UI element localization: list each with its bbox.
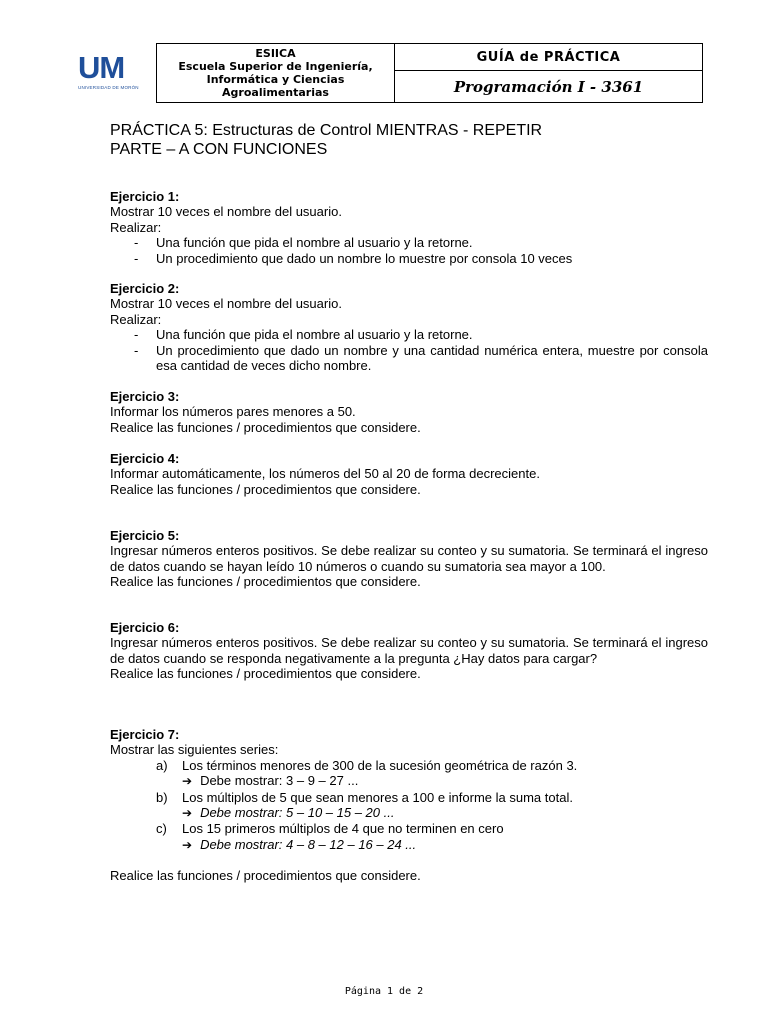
exercise-footer: Realice las funciones / procedimientos que considere.: [110, 666, 421, 682]
guide-title: GUÍA de PRÁCTICA: [395, 44, 703, 71]
series-text: Los términos menores de 300 de la sucesión geométrica de razón 3.: [182, 757, 578, 773]
exercise-3: [110, 389, 708, 435]
series-example-text: Debe mostrar: 4 – 8 – 12 – 16 – 24 ...: [200, 836, 417, 852]
list-item: - Una función que pida el nombre al usuario y la retorne.: [110, 235, 708, 250]
arrow-icon: ➔: [182, 837, 193, 852]
list-item: - Un procedimiento que dado un nombre lo muestre por consola 10 veces: [110, 251, 708, 266]
exercise-4: [110, 451, 708, 497]
series-item: [110, 821, 708, 836]
exercise-text: Ingresar números enteros positivos. Se debe realizar su conteo y su sumatoria. Se terminará el ingreso de datos cuando se responda negativamente a la pregunta ¿Hay datos para cargar?: [110, 635, 708, 666]
exercise-footer: Realice las funciones / procedimientos que considere.: [110, 419, 421, 435]
spacer: [110, 853, 708, 868]
school-line: Informática y Ciencias: [206, 73, 345, 86]
title-line-2: PARTE – A CON FUNCIONES: [110, 141, 328, 158]
exercise-heading: Ejercicio 1:: [110, 189, 180, 204]
exercise-intro: Realizar:: [110, 311, 162, 327]
exercise-footer: Realice las funciones / procedimientos que considere.: [110, 481, 421, 497]
university-logo: [78, 52, 142, 94]
exercise-7: [110, 727, 708, 884]
series-letter: a): [156, 757, 168, 773]
school-line: Agroalimentarias: [222, 86, 329, 99]
series-example-text: Debe mostrar: 5 – 10 – 15 – 20 ...: [200, 805, 395, 821]
series-example: [110, 773, 708, 789]
exercise-footer: Realice las funciones / procedimientos que considere.: [110, 868, 421, 884]
exercise-heading: Ejercicio 4:: [110, 451, 180, 466]
practice-title: [110, 121, 542, 159]
exercise-text: Ingresar números enteros positivos. Se debe realizar su conteo y su sumatoria. Se terminará el ingreso de datos cuando se hayan leído 10 números o cuando su sumatoria sea mayor a 100.: [110, 543, 708, 574]
series-example-text: Debe mostrar: 3 – 9 – 27 ...: [200, 773, 359, 789]
series-item: [110, 758, 708, 773]
exercise-1: [110, 189, 708, 266]
school-line: ESIICA: [255, 47, 296, 60]
arrow-icon: ➔: [182, 806, 193, 821]
school-line: Escuela Superior de Ingeniería,: [178, 60, 373, 73]
logo-text: UM: [78, 50, 125, 85]
list-item: - Una función que pida el nombre al usuario y la retorne.: [110, 327, 708, 342]
exercise-heading: Ejercicio 5:: [110, 528, 180, 543]
exercise-heading: Ejercicio 3:: [110, 389, 180, 404]
series-letter: b): [156, 789, 168, 805]
exercise-text: Mostrar las siguientes series:: [110, 742, 279, 758]
series-text: Los múltiplos de 5 que sean menores a 100 e informe la suma total.: [182, 789, 573, 805]
exercise-text: Mostrar 10 veces el nombre del usuario.: [110, 204, 342, 220]
series-example: [110, 805, 708, 821]
exercise-6: [110, 620, 708, 682]
school-cell: [157, 44, 395, 103]
course-title: Programación I - 3361: [395, 71, 703, 103]
series-example: [110, 837, 708, 853]
exercise-heading: Ejercicio 7:: [110, 727, 180, 742]
page-number: Página 1 de 2: [344, 986, 424, 997]
exercise-text: Informar automáticamente, los números del 50 al 20 de forma decreciente.: [110, 466, 540, 482]
exercise-text: Mostrar 10 veces el nombre del usuario.: [110, 296, 342, 312]
header-table: [156, 43, 703, 103]
series-text: Los 15 primeros múltiplos de 4 que no terminen en cero: [182, 821, 504, 837]
series-item: [110, 790, 708, 805]
title-line-1: PRÁCTICA 5: Estructuras de Control MIENTRAS - REPETIR: [110, 122, 543, 139]
exercise-text: Informar los números pares menores a 50.: [110, 404, 356, 420]
exercise-5: [110, 528, 708, 590]
logo-subtitle: UNIVERSIDAD DE MORÓN: [78, 85, 139, 90]
exercise-intro: Realizar:: [110, 219, 162, 235]
exercise-2: [110, 281, 708, 373]
list-item: - Un procedimiento que dado un nombre y una cantidad numérica entera, muestre por consola esa cantidad de veces dicho nombre.: [110, 343, 708, 374]
exercise-heading: Ejercicio 2:: [110, 281, 180, 296]
exercise-footer: Realice las funciones / procedimientos que considere.: [110, 574, 421, 590]
series-letter: c): [156, 821, 167, 837]
exercise-heading: Ejercicio 6:: [110, 620, 180, 635]
arrow-icon: ➔: [182, 774, 193, 789]
